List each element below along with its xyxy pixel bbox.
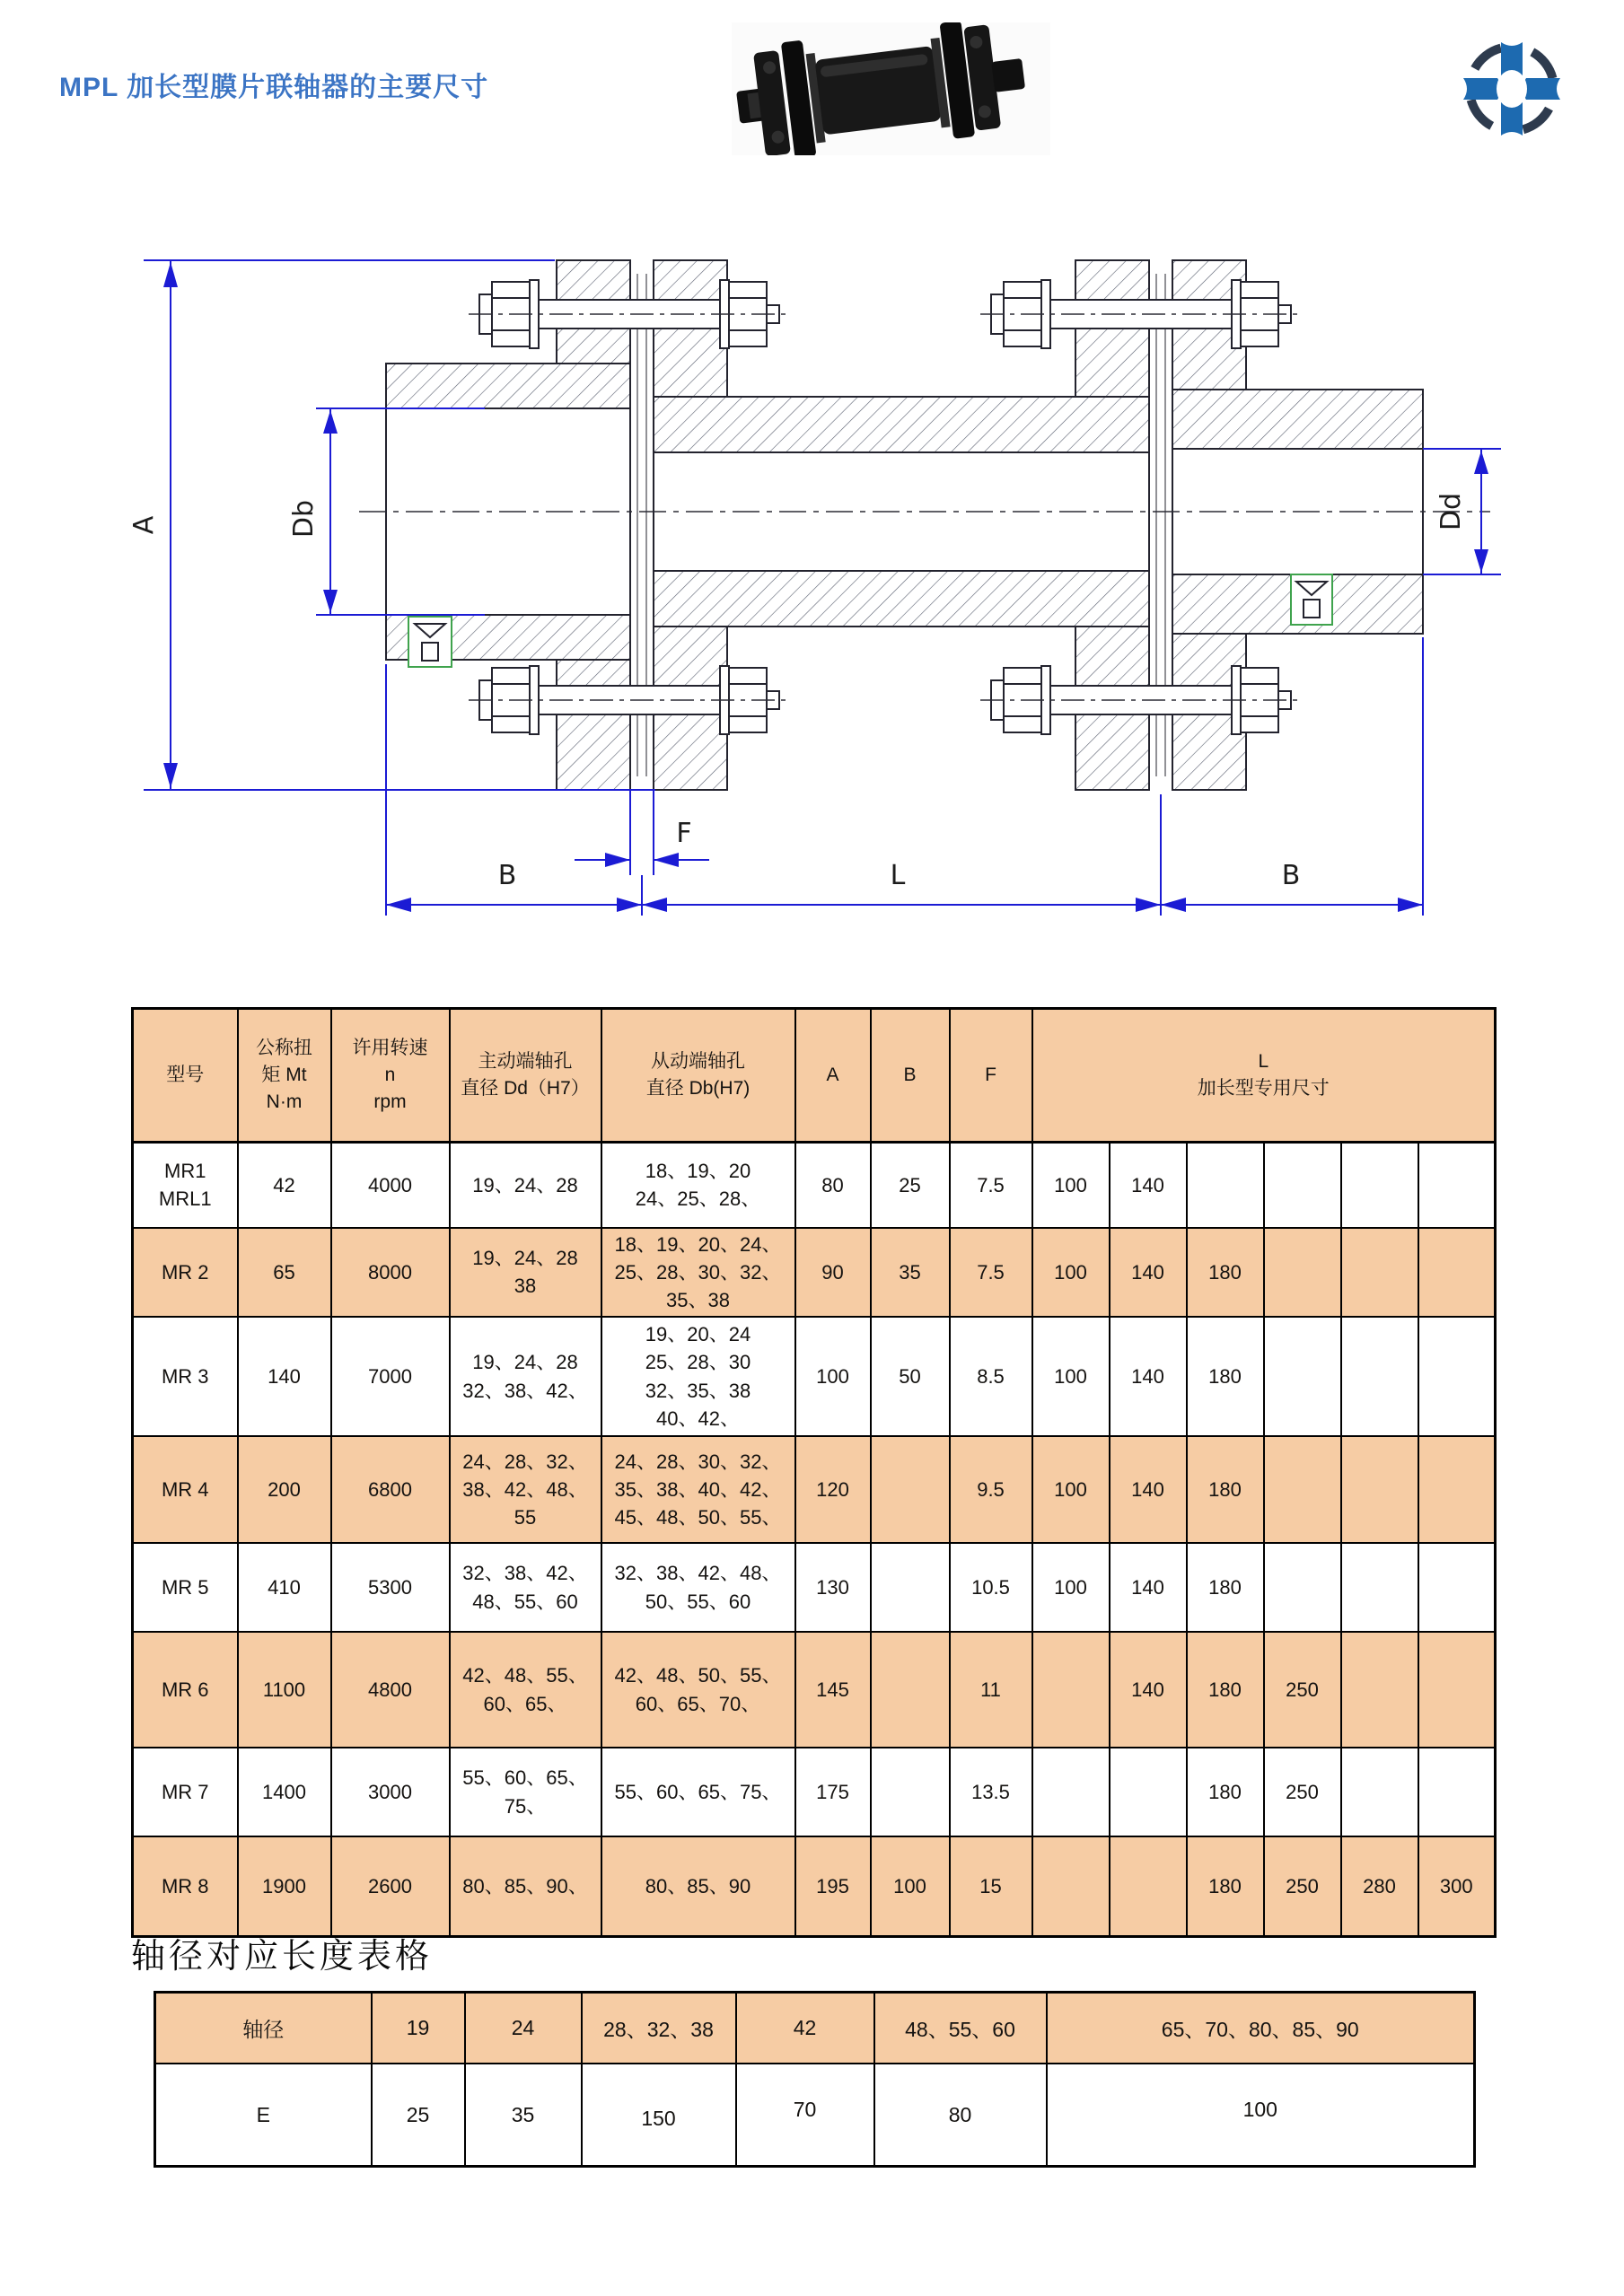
cell-l6 — [1418, 1143, 1496, 1228]
shaft-length-value: 150 — [582, 2064, 736, 2167]
cell-model: MR 4 — [133, 1436, 238, 1543]
cell-l3: 180 — [1187, 1748, 1264, 1836]
cell-b — [871, 1543, 950, 1632]
cell-model: MR1 MRL1 — [133, 1143, 238, 1228]
dim-label-f: F — [676, 818, 692, 849]
company-logo — [1460, 36, 1564, 142]
cell-f: 13.5 — [950, 1748, 1032, 1836]
cell-l3: 180 — [1187, 1317, 1264, 1436]
header-torque: 公称扭 矩 Mt N·m — [238, 1009, 331, 1143]
cell-a: 195 — [795, 1836, 871, 1936]
header-b: B — [871, 1009, 950, 1143]
cell-speed: 3000 — [331, 1748, 450, 1836]
cell-l4 — [1264, 1143, 1341, 1228]
cell-l1 — [1032, 1748, 1110, 1836]
cell-torque: 1900 — [238, 1836, 331, 1936]
cell-l1: 100 — [1032, 1543, 1110, 1632]
cell-b — [871, 1632, 950, 1748]
cell-l4 — [1264, 1436, 1341, 1543]
cell-torque: 140 — [238, 1317, 331, 1436]
header-a: A — [795, 1009, 871, 1143]
cell-l5 — [1341, 1143, 1418, 1228]
cell-b: 35 — [871, 1228, 950, 1318]
table-row — [133, 1543, 1496, 1632]
shaft-row-label: E — [155, 2064, 372, 2167]
right-keyway-screw — [1291, 574, 1332, 625]
main-table-body — [133, 1143, 1496, 1937]
cell-dd-bores: 55、60、65、 75、 — [450, 1748, 601, 1836]
cell-speed: 5300 — [331, 1543, 450, 1632]
cell-a: 145 — [795, 1632, 871, 1748]
cell-l2: 140 — [1110, 1543, 1187, 1632]
shaft-length-value: 70 — [736, 2064, 874, 2167]
page-title: MPL 加长型膜片联轴器的主要尺寸 — [59, 73, 489, 102]
cell-db-bores: 19、20、24 25、28、30 32、35、38 40、42、 — [601, 1317, 795, 1436]
cell-torque: 1100 — [238, 1632, 331, 1748]
cell-l2 — [1110, 1836, 1187, 1936]
table-row — [133, 1143, 1496, 1228]
header-speed: 许用转速 n rpm — [331, 1009, 450, 1143]
shaft-header-diameters: 24 — [465, 1993, 582, 2064]
cell-l6 — [1418, 1436, 1496, 1543]
table-row — [133, 1632, 1496, 1748]
cell-l4 — [1264, 1543, 1341, 1632]
cell-l5: 280 — [1341, 1836, 1418, 1936]
cell-l6 — [1418, 1317, 1496, 1436]
cell-torque: 200 — [238, 1436, 331, 1543]
cell-a: 130 — [795, 1543, 871, 1632]
cell-b — [871, 1436, 950, 1543]
shaft-header-diameters: 48、55、60 — [874, 1993, 1047, 2064]
cell-l5 — [1341, 1228, 1418, 1318]
shaft-header-diameters: 42 — [736, 1993, 874, 2064]
cell-l3: 180 — [1187, 1632, 1264, 1748]
section-title: 轴径对应长度表格 — [131, 1938, 434, 1976]
cell-db-bores: 80、85、90 — [601, 1836, 795, 1936]
cell-l3: 180 — [1187, 1543, 1264, 1632]
shaft-length-value: 80 — [874, 2064, 1047, 2167]
shaft-length-table — [154, 1991, 1476, 2168]
cell-a: 100 — [795, 1317, 871, 1436]
cell-model: MR 5 — [133, 1543, 238, 1632]
left-keyway-screw — [408, 617, 452, 667]
cell-torque: 65 — [238, 1228, 331, 1318]
cell-l5 — [1341, 1317, 1418, 1436]
cell-l1: 100 — [1032, 1228, 1110, 1318]
cell-model: MR 6 — [133, 1632, 238, 1748]
dim-label-l: L — [890, 860, 906, 891]
cell-model: MR 3 — [133, 1317, 238, 1436]
cell-l4: 250 — [1264, 1836, 1341, 1936]
cell-speed: 4000 — [331, 1143, 450, 1228]
cell-model: MR 7 — [133, 1748, 238, 1836]
shaft-table-container — [154, 1991, 1476, 2168]
shaft-header-row — [155, 1993, 1475, 2064]
cell-dd-bores: 32、38、42、 48、55、60 — [450, 1543, 601, 1632]
cell-l6 — [1418, 1228, 1496, 1318]
table-row — [133, 1836, 1496, 1936]
cell-a: 120 — [795, 1436, 871, 1543]
cell-l1 — [1032, 1632, 1110, 1748]
shaft-header-label: 轴径 — [155, 1993, 372, 2064]
cell-f: 7.5 — [950, 1228, 1032, 1318]
cell-model: MR 8 — [133, 1836, 238, 1936]
table-row — [133, 1436, 1496, 1543]
cell-model: MR 2 — [133, 1228, 238, 1318]
cell-l6: 300 — [1418, 1836, 1496, 1936]
table-row — [133, 1317, 1496, 1436]
cell-db-bores: 24、28、30、32、 35、38、40、42、 45、48、50、55、 — [601, 1436, 795, 1543]
cell-l6 — [1418, 1748, 1496, 1836]
cell-b: 25 — [871, 1143, 950, 1228]
cell-l4: 250 — [1264, 1632, 1341, 1748]
cell-l2: 140 — [1110, 1632, 1187, 1748]
technical-drawing — [0, 135, 1624, 1086]
shaft-length-value: 25 — [372, 2064, 465, 2167]
cell-torque: 42 — [238, 1143, 331, 1228]
cell-l4 — [1264, 1228, 1341, 1318]
cell-l3 — [1187, 1143, 1264, 1228]
cell-db-bores: 18、19、20、24、 25、28、30、32、 35、38 — [601, 1228, 795, 1318]
shaft-length-value: 100 — [1047, 2064, 1475, 2167]
cell-b: 100 — [871, 1836, 950, 1936]
header-model: 型号 — [133, 1009, 238, 1143]
cell-l2: 140 — [1110, 1228, 1187, 1318]
cell-l4: 250 — [1264, 1748, 1341, 1836]
cell-b: 50 — [871, 1317, 950, 1436]
cell-db-bores: 18、19、20 24、25、28、 — [601, 1143, 795, 1228]
cell-a: 80 — [795, 1143, 871, 1228]
cell-f: 7.5 — [950, 1143, 1032, 1228]
cell-dd-bores: 80、85、90、 — [450, 1836, 601, 1936]
dim-label-dd: Dd — [1435, 492, 1467, 531]
cell-l1: 100 — [1032, 1436, 1110, 1543]
shaft-length-value: 35 — [465, 2064, 582, 2167]
header-dd-bore: 主动端轴孔 直径 Dd（H7） — [450, 1009, 601, 1143]
table-row — [133, 1228, 1496, 1318]
cell-f: 11 — [950, 1632, 1032, 1748]
cell-l2: 140 — [1110, 1143, 1187, 1228]
cell-l3: 180 — [1187, 1836, 1264, 1936]
cell-speed: 2600 — [331, 1836, 450, 1936]
main-table-container — [131, 1007, 1497, 1938]
dim-label-db: Db — [288, 499, 320, 539]
table-row — [133, 1748, 1496, 1836]
header-f: F — [950, 1009, 1032, 1143]
cell-l5 — [1341, 1632, 1418, 1748]
shaft-value-row — [155, 2064, 1475, 2167]
cell-dd-bores: 19、24、28 32、38、42、 — [450, 1317, 601, 1436]
cell-l3: 180 — [1187, 1228, 1264, 1318]
cell-l1 — [1032, 1836, 1110, 1936]
cell-dd-bores: 42、48、55、 60、65、 — [450, 1632, 601, 1748]
cell-l5 — [1341, 1436, 1418, 1543]
cell-speed: 7000 — [331, 1317, 450, 1436]
cell-l1: 100 — [1032, 1317, 1110, 1436]
cell-l6 — [1418, 1543, 1496, 1632]
cell-speed: 8000 — [331, 1228, 450, 1318]
cell-dd-bores: 19、24、28 — [450, 1143, 601, 1228]
shaft-header-diameters: 28、32、38 — [582, 1993, 736, 2064]
dim-label-b-right: B — [1281, 860, 1301, 891]
shaft-header-diameters: 19 — [372, 1993, 465, 2064]
cell-f: 9.5 — [950, 1436, 1032, 1543]
cell-dd-bores: 24、28、32、 38、42、48、 55 — [450, 1436, 601, 1543]
main-dimensions-table — [131, 1007, 1497, 1938]
cell-dd-bores: 19、24、28 38 — [450, 1228, 601, 1318]
dim-label-b-left: B — [497, 860, 517, 891]
header-row — [133, 1009, 1496, 1143]
cell-l5 — [1341, 1543, 1418, 1632]
cell-l5 — [1341, 1748, 1418, 1836]
cell-b — [871, 1748, 950, 1836]
cell-a: 90 — [795, 1228, 871, 1318]
cell-l6 — [1418, 1632, 1496, 1748]
cell-l2: 140 — [1110, 1317, 1187, 1436]
cell-l3: 180 — [1187, 1436, 1264, 1543]
cell-l1: 100 — [1032, 1143, 1110, 1228]
cell-db-bores: 42、48、50、55、 60、65、70、 — [601, 1632, 795, 1748]
cell-l2: 140 — [1110, 1436, 1187, 1543]
dim-label-a: A — [128, 515, 160, 535]
cell-torque: 1400 — [238, 1748, 331, 1836]
cell-f: 15 — [950, 1836, 1032, 1936]
cell-speed: 4800 — [331, 1632, 450, 1748]
cell-l4 — [1264, 1317, 1341, 1436]
cell-speed: 6800 — [331, 1436, 450, 1543]
shaft-header-diameters: 65、70、80、85、90 — [1047, 1993, 1475, 2064]
cell-db-bores: 55、60、65、75、 — [601, 1748, 795, 1836]
cell-f: 8.5 — [950, 1317, 1032, 1436]
header-db-bore: 从动端轴孔 直径 Db(H7) — [601, 1009, 795, 1143]
cell-l2 — [1110, 1748, 1187, 1836]
cell-db-bores: 32、38、42、48、 50、55、60 — [601, 1543, 795, 1632]
logo-coupling-icon — [1460, 36, 1564, 142]
cell-f: 10.5 — [950, 1543, 1032, 1632]
header-l: L 加长型专用尺寸 — [1032, 1009, 1496, 1143]
cell-a: 175 — [795, 1748, 871, 1836]
cell-torque: 410 — [238, 1543, 331, 1632]
